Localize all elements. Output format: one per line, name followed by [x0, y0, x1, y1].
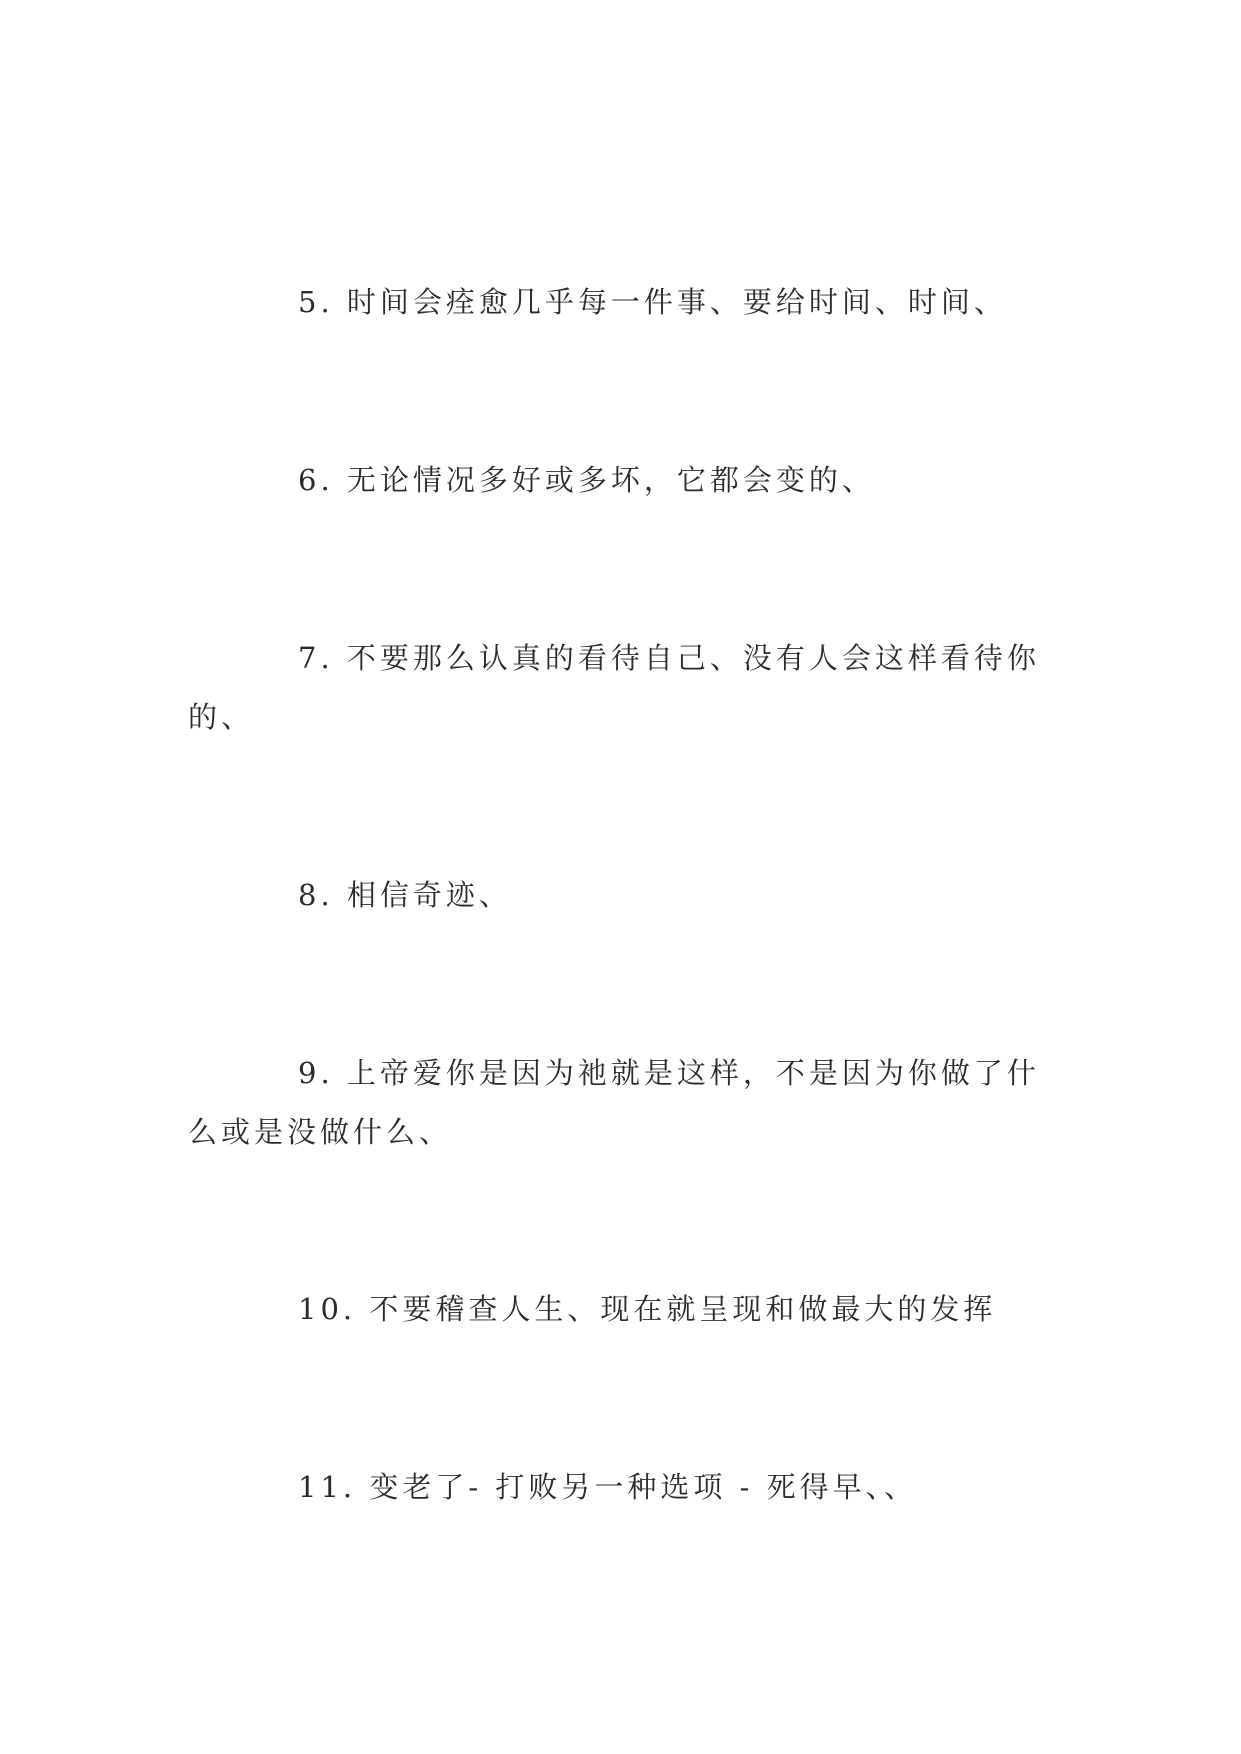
list-item-10: 10. 不要稽查人生、现在就呈现和做最大的发挥: [298, 1292, 997, 1326]
list-item-7: 7. 不要那么认真的看待自己、没有人会这样看待你的、: [188, 641, 1040, 734]
list-item-8: 8. 相信奇迹、: [298, 878, 512, 912]
list-item-9: 9. 上帝爱你是因为祂就是这样，不是因为你做了什么或是没做什么、: [188, 1056, 1040, 1149]
list-item-11: 11. 变老了- 打败另一种选项 - 死得早、、: [298, 1470, 918, 1504]
list-item-5: 5. 时间会痊愈几乎每一件事、要给时间、时间、: [298, 285, 1007, 319]
list-item-6: 6. 无论情况多好或多坏，它都会变的、: [298, 463, 875, 497]
